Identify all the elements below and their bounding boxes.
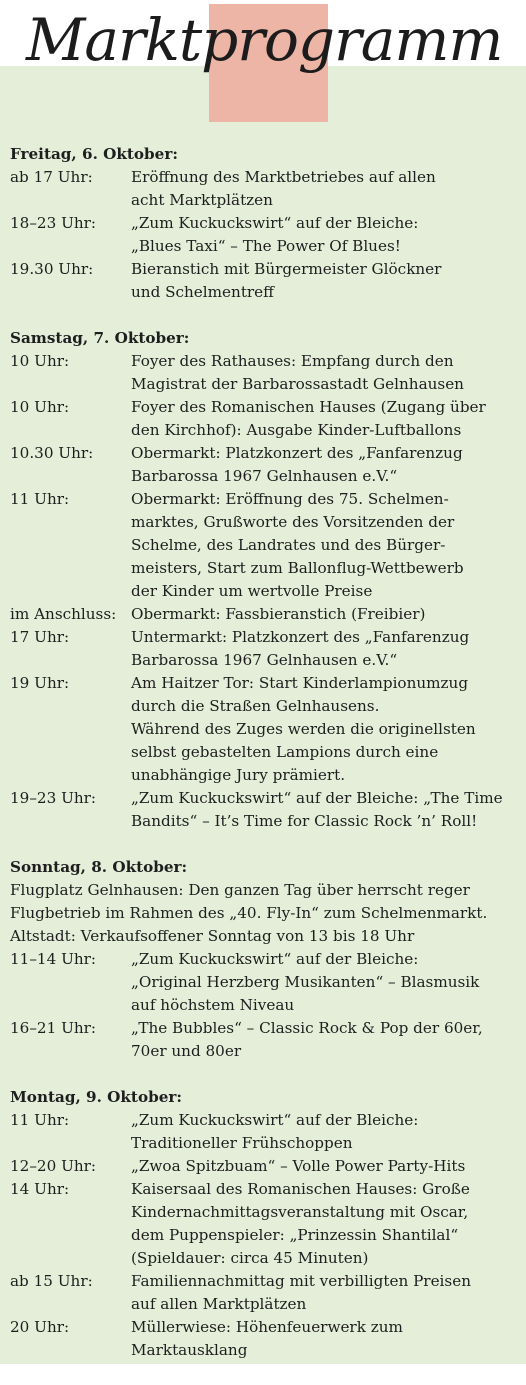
program-entry (10, 948, 526, 1017)
program-entry (10, 603, 526, 626)
day-section (10, 143, 526, 304)
day-note: Flugplatz Gelnhausen: Den ganzen Tag über herrscht reger (10, 881, 470, 899)
program-entry (10, 672, 526, 787)
entry-description: „Zum Kuckuckswirt“ auf der Bleiche: „The Time Bandits“ – It’s Time for Classic Rock ’n’ Roll! (131, 789, 503, 830)
entry-description: Kaisersaal des Romanischen Hauses: Große Kindernachmittagsveranstaltung mit Oscar, dem Puppenspieler: „Prinzessin Shantilal“ (Spieldauer: circa 45 Minuten) (131, 1180, 470, 1267)
entry-description: Foyer des Rathauses: Empfang durch den Magistrat der Barbarossastadt Gelnhausen (131, 352, 464, 393)
entry-time: 10.30 Uhr: (10, 444, 94, 462)
day-section (10, 856, 526, 1063)
program-entry (10, 350, 526, 396)
entry-time: 11 Uhr: (10, 1111, 70, 1129)
entry-time: 10 Uhr: (10, 352, 70, 370)
program-entry (10, 488, 526, 603)
day-section (10, 327, 526, 833)
entry-time: 16–21 Uhr: (10, 1019, 97, 1037)
entry-description: Eröffnung des Marktbetriebes auf allen acht Marktplätzen (131, 168, 436, 209)
program-entry (10, 212, 526, 258)
entry-time: 17 Uhr: (10, 628, 70, 646)
entry-time: 11 Uhr: (10, 490, 70, 508)
entry-time: 14 Uhr: (10, 1180, 70, 1198)
entry-description: Obermarkt: Eröffnung des 75. Schelmen- marktes, Grußworte des Vorsitzenden der Schelme, des Landrates und des Bürger- meisters, Start zum Ballonflug-Wettbewerb der Kinder um wertvolle Preise (131, 490, 464, 600)
entry-time: ab 15 Uhr: (10, 1272, 93, 1290)
entry-description: Obermarkt: Fassbieranstich (Freibier) (131, 605, 426, 623)
entry-description: Bieranstich mit Bürgermeister Glöckner und Schelmentreff (131, 260, 442, 301)
program-entry (10, 396, 526, 442)
program-list (10, 143, 526, 1385)
entry-description: „Zwoa Spitzbuam“ – Volle Power Party-Hits (131, 1157, 466, 1175)
entry-description: „Zum Kuckuckswirt“ auf der Bleiche: „Original Herzberg Musikanten“ – Blasmusik auf höchstem Niveau (131, 950, 480, 1014)
entry-time: 20 Uhr: (10, 1318, 70, 1336)
program-entry (10, 626, 526, 672)
program-entry (10, 787, 526, 833)
entry-description: Am Haitzer Tor: Start Kinderlampionumzug durch die Straßen Gelnhausens. Während des Zuges werden die originellsten selbst gebastelten Lampions durch eine unabhängige Jury prämiert. (131, 674, 476, 784)
entry-description: Untermarkt: Platzkonzert des „Fanfarenzug Barbarossa 1967 Gelnhausen e.V.“ (131, 628, 470, 669)
program-entry (10, 1178, 526, 1270)
entry-time: 10 Uhr: (10, 398, 70, 416)
program-entry (10, 258, 526, 304)
day-heading: Sonntag, 8. Oktober: (10, 858, 188, 876)
program-entry (10, 1155, 526, 1178)
day-heading: Samstag, 7. Oktober: (10, 329, 190, 347)
entry-time: 19 Uhr: (10, 674, 70, 692)
entry-description: Foyer des Romanischen Hauses (Zugang über den Kirchhof): Ausgabe Kinder-Luftballons (131, 398, 486, 439)
entry-description: „The Bubbles“ – Classic Rock & Pop der 60er, 70er und 80er (131, 1019, 483, 1060)
entry-description: „Zum Kuckuckswirt“ auf der Bleiche: „Blues Taxi“ – The Power Of Blues! (131, 214, 419, 255)
entry-description: Obermarkt: Platzkonzert des „Fanfarenzug Barbarossa 1967 Gelnhausen e.V.“ (131, 444, 463, 485)
program-entry (10, 1270, 526, 1316)
entry-time: 19.30 Uhr: (10, 260, 94, 278)
entry-description: Müllerwiese: Höhenfeuerwerk zum Marktausklang (131, 1318, 403, 1359)
program-entry (10, 166, 526, 212)
entry-time: 12–20 Uhr: (10, 1157, 97, 1175)
day-heading: Freitag, 6. Oktober: (10, 145, 178, 163)
day-heading: Montag, 9. Oktober: (10, 1088, 182, 1106)
program-entry (10, 442, 526, 488)
page-title: Marktprogramm (26, 6, 503, 74)
day-note: Flugbetrieb im Rahmen des „40. Fly-In“ zum Schelmenmarkt. (10, 904, 488, 922)
day-note: Altstadt: Verkaufsoffener Sonntag von 13 bis 18 Uhr (10, 927, 415, 945)
program-entry (10, 1017, 526, 1063)
program-entry (10, 1316, 526, 1362)
entry-description: „Zum Kuckuckswirt“ auf der Bleiche: Traditioneller Frühschoppen (131, 1111, 419, 1152)
entry-time: 11–14 Uhr: (10, 950, 97, 968)
entry-time: 18–23 Uhr: (10, 214, 97, 232)
day-section (10, 1086, 526, 1362)
entry-description: Familiennachmittag mit verbilligten Preisen auf allen Marktplätzen (131, 1272, 471, 1313)
entry-time: 19–23 Uhr: (10, 789, 97, 807)
program-entry (10, 1109, 526, 1155)
entry-time: im Anschluss: (10, 605, 117, 623)
entry-time: ab 17 Uhr: (10, 168, 93, 186)
